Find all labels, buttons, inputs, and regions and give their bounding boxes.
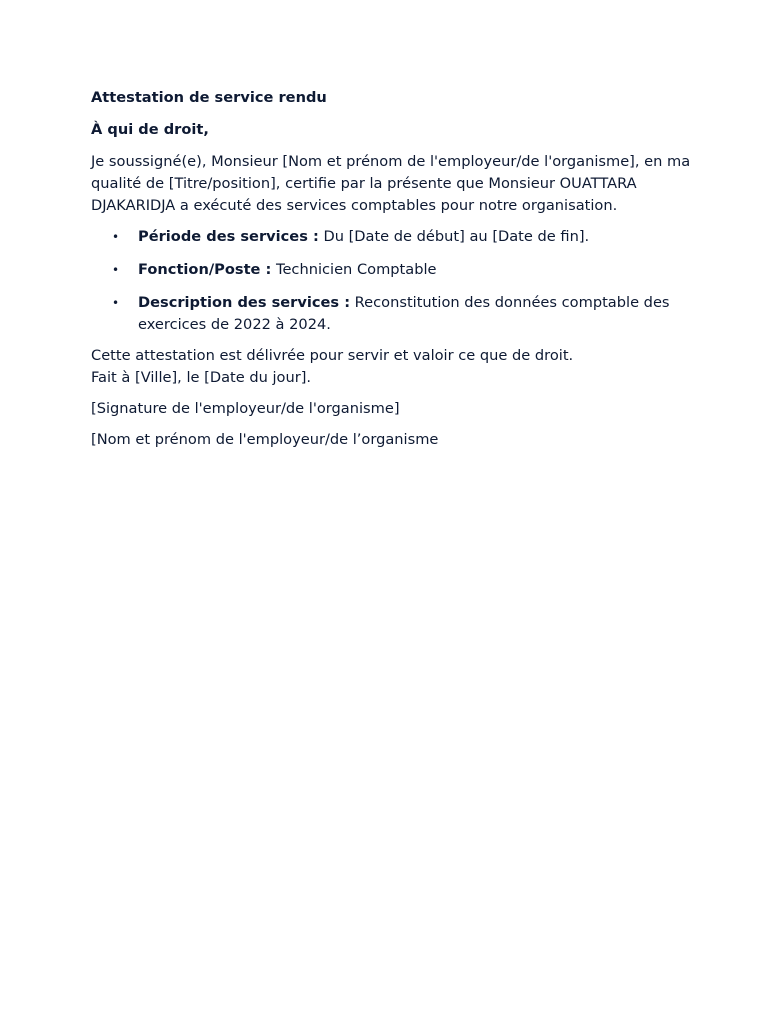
signature-placeholder: [Signature de l'employeur/de l'organisme] (91, 400, 400, 417)
detail-value: Technicien Comptable (271, 261, 437, 278)
detail-value: Du [Date de début] au [Date de fin]. (318, 228, 590, 245)
detail-label: Description des services : (138, 294, 351, 311)
document-page (91, 87, 691, 460)
bullet-icon: • (112, 296, 120, 310)
bullet-icon: • (112, 230, 120, 244)
signer-name: [Nom et prénom de l'employeur/de l’organisme (91, 431, 439, 448)
list-item (91, 292, 691, 336)
bullet-icon: • (112, 263, 120, 277)
intro-paragraph: Je soussigné(e), Monsieur [Nom et prénom de l'employeur/de l'organisme], en ma qualité de [Titre/position], certifie par la présente que Monsieur OUATTARA DJAKARIDJA a exécuté des services comptables pour notre organisation. (91, 153, 691, 214)
detail-value: Reconstitution des données comptable des exercices de 2022 à 2024. (138, 294, 670, 333)
detail-label: Période des services : (138, 228, 319, 245)
service-details-list (91, 226, 691, 336)
list-item (91, 259, 691, 281)
closing-statement: Cette attestation est délivrée pour servir et valoir ce que de droit. (91, 347, 574, 364)
list-item (91, 226, 691, 248)
detail-label: Fonction/Poste : (138, 261, 272, 278)
closing-paragraph (91, 345, 691, 389)
salutation: À qui de droit, (91, 121, 209, 138)
document-title: Attestation de service rendu (91, 89, 327, 106)
place-date-line: Fait à [Ville], le [Date du jour]. (91, 369, 312, 386)
